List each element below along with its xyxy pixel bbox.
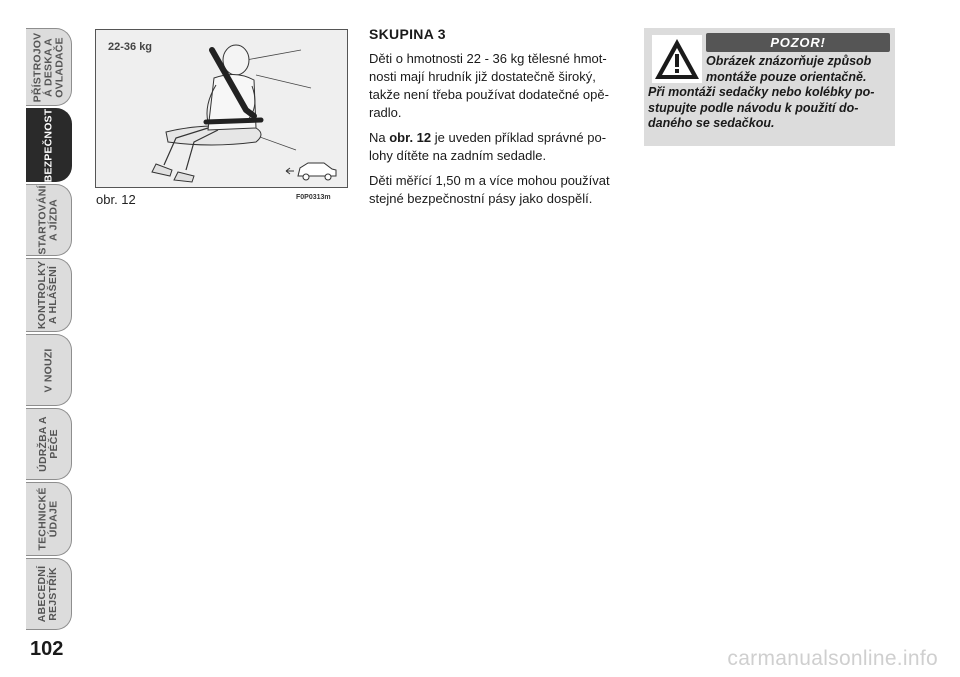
warning-line-1: Obrázek znázorňuje způsob [706, 54, 872, 68]
tab-label: TECHNICKÉ ÚDAJE [36, 487, 60, 551]
body-text [369, 26, 621, 215]
section-heading: SKUPINA 3 [369, 26, 446, 42]
warning-line-rest: Při montáži sedačky nebo kolébky po-stupujte podle návodu k použití do-daného se sedačkou. [648, 85, 875, 130]
figure-child-seat [95, 29, 348, 188]
tab-udrzba[interactable] [26, 408, 72, 480]
paragraph-2 [369, 129, 621, 165]
tab-bezpecnost[interactable] [26, 108, 72, 182]
paragraph-2-prefix: Na [369, 130, 390, 145]
tab-v-nouzi[interactable] [26, 334, 72, 406]
paragraph-3: Děti měřící 1,50 m a více mohou používat stejné bezpečnostní pásy jako dospělí. [369, 173, 610, 206]
tab-label: PŘÍSTROJOV Á DESKA A OVLADAČE [31, 32, 65, 102]
tab-kontrolky[interactable] [26, 258, 72, 332]
warning-box [644, 28, 895, 146]
figure-reference: obr. 12 [389, 130, 432, 145]
figure-code: F0P0313m [296, 194, 331, 201]
warning-line-2: montáže pouze orientačně. [706, 69, 867, 84]
warning-title-bar [706, 33, 890, 52]
tab-label: BEZPEČNOST [42, 108, 55, 182]
tab-label: STARTOVÁNÍ A JÍZDA [36, 185, 60, 255]
tab-label: ABECEDNÍ REJSTŘÍK [36, 565, 60, 623]
tab-label: KONTROLKY A HLÁŠENÍ [36, 260, 60, 330]
tab-pristrojova-deska[interactable] [26, 28, 72, 106]
page-number: 102 [30, 638, 64, 660]
paragraph-1: Děti o hmotnosti 22 - 36 kg tělesné hmot-nosti mají hrudník již dostatečně široký, takže není třeba používat dodatečné opě-radlo. [369, 51, 609, 120]
tab-startovani[interactable] [26, 184, 72, 256]
tab-label: V NOUZI [42, 348, 54, 392]
tab-label: ÚDRŽBA A PÉČE [36, 416, 60, 472]
paragraph-2-suffix: je uveden příklad správné po-lohy dítěte na zadním sedadle. [369, 130, 607, 163]
figure-caption: obr. 12 [96, 192, 136, 207]
weight-label: 22-36 kg [108, 41, 153, 53]
child-seat-illustration [96, 30, 348, 188]
tab-abecedni-rejstrik[interactable] [26, 558, 72, 630]
tab-technicke-udaje[interactable] [26, 482, 72, 556]
watermark: carmanualsonline.info [727, 647, 938, 670]
warning-title: POZOR! [770, 35, 826, 50]
warning-text [648, 54, 891, 132]
